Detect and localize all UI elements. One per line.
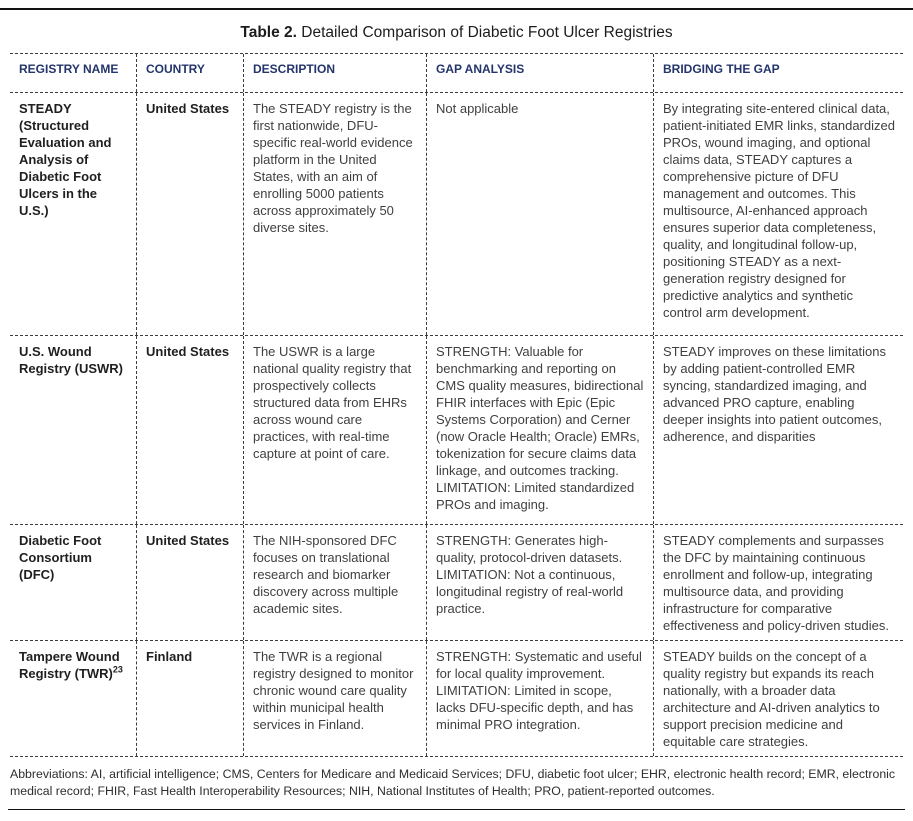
- bottom-rule: [8, 809, 905, 810]
- gap-analysis-cell: STRENGTH: Generates high-quality, protocol-driven datasets. LIMITATION: Not a continuous, longitudinal registry of real-world practice.: [426, 525, 653, 640]
- table-caption: Detailed Comparison of Diabetic Foot Ulcer Registries: [296, 24, 673, 41]
- country-cell: United States: [136, 93, 243, 335]
- column-header-bridging-the-gap: BRIDGING THE GAP: [653, 54, 903, 92]
- table-row-twr: [10, 641, 903, 757]
- registry-name-cell: U.S. Wound Registry (USWR): [19, 344, 124, 376]
- bridging-cell: STEADY complements and surpasses the DFC by maintaining continuous enrollment and follow-up, integrating multisource data, and providing infrastructure for comparative effectiveness and policy-driven studies.: [653, 525, 903, 640]
- country-cell: United States: [136, 525, 243, 640]
- registry-name-text: Tampere Wound Registry (TWR): [19, 649, 120, 681]
- gap-analysis-cell: STRENGTH: Valuable for benchmarking and reporting on CMS quality measures, bidirectional FHIR interfaces with Epic (Epic Systems Corporation) and Cerner (now Oracle Health; Oracle) EMRs, tokenization for secure claims data linkage, and outcomes tracking. LIMITATION: Limited standardized PROs and imaging.: [426, 336, 653, 524]
- country-cell: Finland: [136, 641, 243, 756]
- table-header-row: [10, 53, 903, 93]
- bridging-cell: STEADY improves on these limitations by adding patient-controlled EMR syncing, standardized imaging, and advanced PRO capture, enabling deeper insights into patient outcomes, adherence, and disparities: [653, 336, 903, 524]
- table-row-steady: [10, 93, 903, 336]
- gap-analysis-cell: Not applicable: [426, 93, 653, 335]
- country-cell: United States: [136, 336, 243, 524]
- registry-name-cell: Diabetic Foot Consortium (DFC): [19, 533, 102, 582]
- description-cell: The USWR is a large national quality registry that prospectively collects structured data from EHRs across wound care practices, with real-time capture at point of care.: [243, 336, 426, 524]
- registry-name-cell: [10, 641, 136, 756]
- gap-analysis-cell: STRENGTH: Systematic and useful for local quality improvement. LIMITATION: Limited in scope, lacks DFU-specific depth, and has minimal PRO integration.: [426, 641, 653, 756]
- description-cell: The STEADY registry is the first nationwide, DFU-specific real-world evidence platform in the United States, with an aim of enrolling 5000 patients across approximately 50 diverse sites.: [243, 93, 426, 335]
- registry-name-cell: STEADY (Structured Evaluation and Analysis of Diabetic Foot Ulcers in the U.S.): [19, 101, 112, 218]
- table-title: [0, 10, 913, 53]
- bridging-cell: STEADY builds on the concept of a quality registry but expands its reach nationally, with a broader data architecture and AI-driven analytics to support precision medicine and equitable care strategies.: [653, 641, 903, 756]
- reference-superscript: 23: [112, 664, 123, 675]
- description-cell: The TWR is a regional registry designed to monitor chronic wound care quality within municipal health services in Finland.: [243, 641, 426, 756]
- registry-comparison-table: [10, 53, 903, 757]
- column-header-gap-analysis: GAP ANALYSIS: [426, 54, 653, 92]
- bridging-cell: By integrating site-entered clinical data, patient-initiated EMR links, standardized PROs, wound imaging, and optional claims data, STEADY captures a comprehensive picture of DFU management and outcomes. This multisource, AI-enhanced approach ensures superior data completeness, quality, and longitudinal follow-up, positioning STEADY as a next-generation registry designed for predictive analytics and synthetic control arm development.: [653, 93, 903, 335]
- abbreviations-note: Abbreviations: AI, artificial intelligence; CMS, Centers for Medicare and Medicaid Services; DFU, diabetic foot ulcer; EHR, electronic health record; EMR, electronic medical record; FHIR, Fast Health Interoperability Resources; NIH, National Institutes of Health; PRO, patient-reported outcomes.: [10, 767, 896, 798]
- table-number: Table 2.: [240, 24, 297, 41]
- description-cell: The NIH-sponsored DFC focuses on translational research and biomarker discovery across multiple academic sites.: [243, 525, 426, 640]
- column-header-country: COUNTRY: [136, 54, 243, 92]
- column-header-description: DESCRIPTION: [243, 54, 426, 92]
- table-row-uswr: [10, 336, 903, 525]
- column-header-registry-name: REGISTRY NAME: [19, 62, 119, 76]
- table-row-dfc: [10, 525, 903, 641]
